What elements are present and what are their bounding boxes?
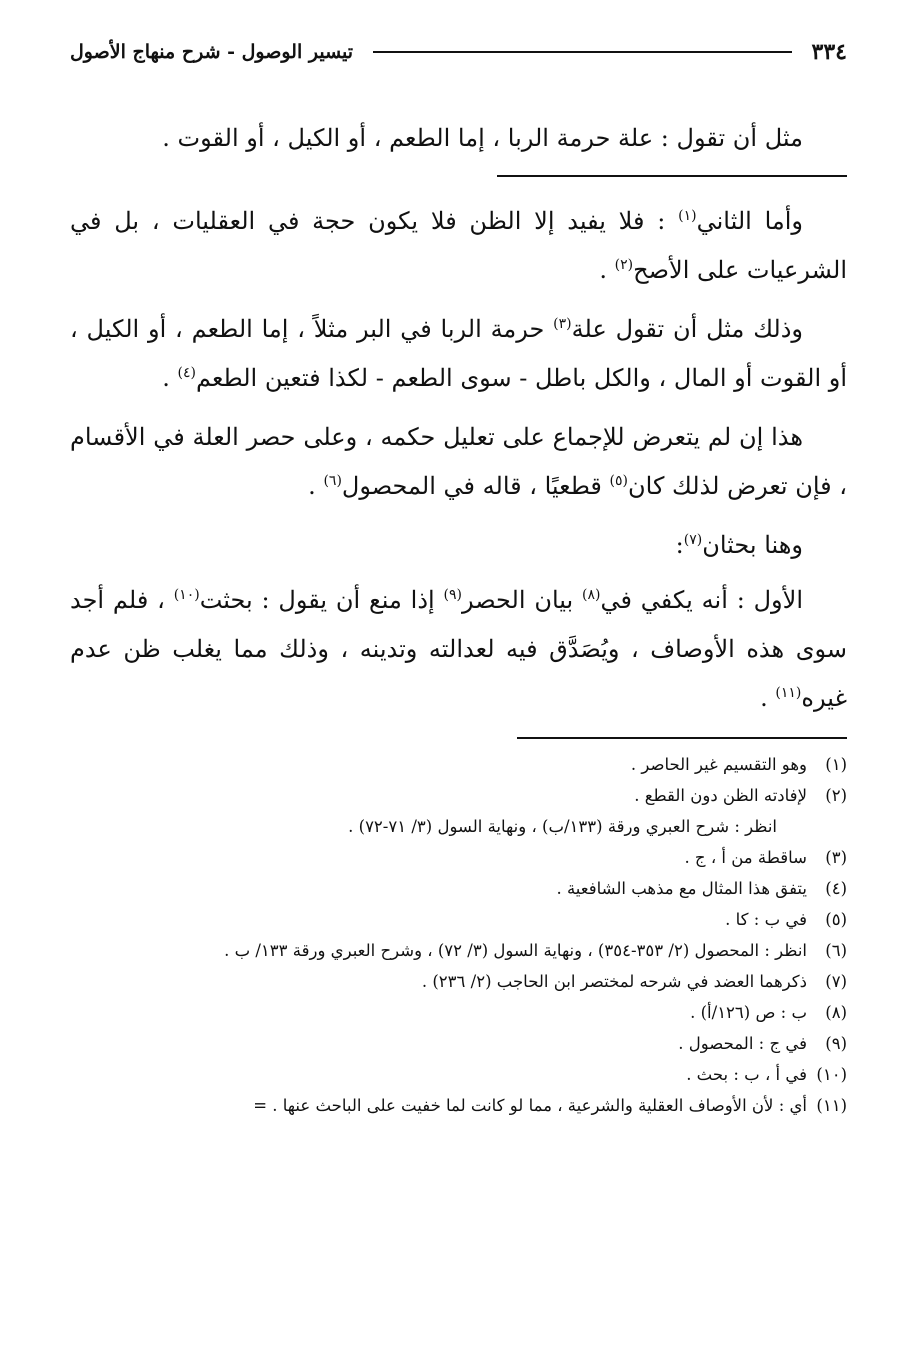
paragraph bbox=[70, 521, 847, 570]
paragraph bbox=[70, 197, 847, 295]
footnote-number: (١١) bbox=[816, 1096, 847, 1115]
paragraph-text: بيان الحصر bbox=[461, 586, 583, 614]
paragraph-text: إذا منع أن يقول : بحثت bbox=[199, 586, 444, 614]
footnote-number: (٤) bbox=[825, 879, 847, 898]
footnote-text: ب : ص (١٢٦/أ) . bbox=[690, 1003, 807, 1022]
paragraph-text: وذلك مثل أن تقول علة bbox=[571, 315, 804, 343]
footnote-text: لإفادته الظن دون القطع . bbox=[634, 786, 807, 805]
paragraph-text: : فلا يفيد إلا الظن فلا يكون حجة في العقليات ، بل في الشرعيات على الأصح bbox=[70, 207, 847, 284]
footnote-marker: (٧) bbox=[683, 532, 703, 548]
footnote-marker: (٣) bbox=[553, 316, 572, 332]
footnote-text: ساقطة من أ ، ج . bbox=[684, 848, 807, 867]
paragraph bbox=[70, 576, 847, 723]
footnote-continuation bbox=[70, 811, 847, 842]
footnote-marker: (٥) bbox=[609, 473, 628, 489]
running-title: تيسير الوصول - شرح منهاج الأصول bbox=[70, 41, 354, 63]
footnote-number: (١) bbox=[825, 755, 847, 774]
footnote-text: أي : لأن الأوصاف العقلية والشرعية ، مما لو كانت لما خفيت على الباحث عنها . = bbox=[253, 1096, 807, 1115]
footnote-text: انظر : شرح العبري ورقة (١٣٣/ب) ، ونهاية السول (٣/ ٧١-٧٢) . bbox=[348, 817, 777, 836]
footnote-text: في أ ، ب : بحث . bbox=[686, 1065, 807, 1084]
page-header bbox=[70, 32, 847, 72]
footnote bbox=[70, 780, 847, 811]
header-rule bbox=[373, 51, 792, 53]
footnote-text: في ج : المحصول . bbox=[678, 1034, 807, 1053]
footnote-text: يتفق هذا المثال مع مذهب الشافعية . bbox=[556, 879, 807, 898]
footnote-number: (٢) bbox=[825, 786, 847, 805]
paragraph-text: . bbox=[760, 684, 776, 712]
footnote-text: ذكرهما العضد في شرحه لمختصر ابن الحاجب (٢/ ٢٣٦) . bbox=[421, 972, 807, 991]
paragraph-text: وأما الثاني bbox=[696, 207, 803, 235]
footnote-number: (٦) bbox=[825, 941, 847, 960]
footnote bbox=[70, 904, 847, 935]
footnote-text: وهو التقسيم غير الحاصر . bbox=[630, 755, 807, 774]
footnote bbox=[70, 749, 847, 780]
footnote-marker: (١١) bbox=[775, 685, 802, 701]
footnote-number: (٣) bbox=[825, 848, 847, 867]
paragraph-text: الأول : أنه يكفي في bbox=[600, 586, 803, 614]
paragraph-text: . bbox=[308, 472, 324, 500]
footnote-number: (٧) bbox=[825, 972, 847, 991]
footnote-number: (٨) bbox=[825, 1003, 847, 1022]
footnote bbox=[70, 966, 847, 997]
footnote-marker: (٦) bbox=[323, 473, 342, 489]
paragraph-text: مثل أن تقول : علة حرمة الربا ، إما الطعم ، أو الكيل ، أو القوت . bbox=[162, 124, 803, 152]
paragraph-text: هذا إن لم يتعرض للإجماع على تعليل حكمه ، وعلى حصر العلة في الأقسام ، فإن تعرض لذلك كان bbox=[70, 423, 847, 500]
footnote-rule bbox=[517, 737, 847, 739]
footnote bbox=[70, 1028, 847, 1059]
footnote-marker: (٩) bbox=[443, 587, 462, 603]
footnote-marker: (٤) bbox=[177, 365, 196, 381]
footnote bbox=[70, 1059, 847, 1090]
footnote-marker: (٨) bbox=[582, 587, 601, 603]
separator-rule bbox=[497, 175, 847, 177]
paragraph-text: وهنا بحثان bbox=[702, 531, 803, 559]
footnote-number: (٩) bbox=[825, 1034, 847, 1053]
footnote-number: (٥) bbox=[825, 910, 847, 929]
footnote bbox=[70, 873, 847, 904]
paragraph-text: ، فلم أجد سوى هذه الأوصاف ، ويُصَدَّق فيه لعدالته وتدينه ، وذلك مما يغلب ظن عدم غيره bbox=[70, 586, 847, 712]
footnote-marker: (١٠) bbox=[173, 587, 200, 603]
footnote bbox=[70, 842, 847, 873]
page-number: ٣٣٤ bbox=[811, 39, 847, 65]
page bbox=[70, 32, 847, 1121]
footnote bbox=[70, 935, 847, 966]
footnotes bbox=[70, 749, 847, 1121]
footnote bbox=[70, 1090, 847, 1121]
footnote bbox=[70, 997, 847, 1028]
footnote-text: في ب : كا . bbox=[725, 910, 807, 929]
paragraph-text: حرمة الربا في البر مثلاً ، إما الطعم ، أو الكيل ، أو القوت أو المال ، والكل باطل - سوى الطعم - لكذا فتعين الطعم bbox=[70, 315, 847, 392]
paragraph bbox=[70, 114, 847, 163]
paragraph-text: : bbox=[675, 531, 684, 559]
paragraph-text: قطعيًا ، قاله في المحصول bbox=[341, 472, 610, 500]
footnote-text: انظر : المحصول (٢/ ٣٥٣-٣٥٤) ، ونهاية السول (٣/ ٧٢) ، وشرح العبري ورقة ١٣٣/ ب . bbox=[224, 941, 807, 960]
paragraph bbox=[70, 305, 847, 403]
footnote-number: (١٠) bbox=[816, 1065, 847, 1084]
footnote-marker: (١) bbox=[678, 208, 697, 224]
paragraph-text: . bbox=[599, 256, 615, 284]
paragraph-text: . bbox=[162, 364, 178, 392]
footnote-marker: (٢) bbox=[614, 257, 634, 273]
body-text bbox=[70, 114, 847, 723]
paragraph bbox=[70, 413, 847, 511]
